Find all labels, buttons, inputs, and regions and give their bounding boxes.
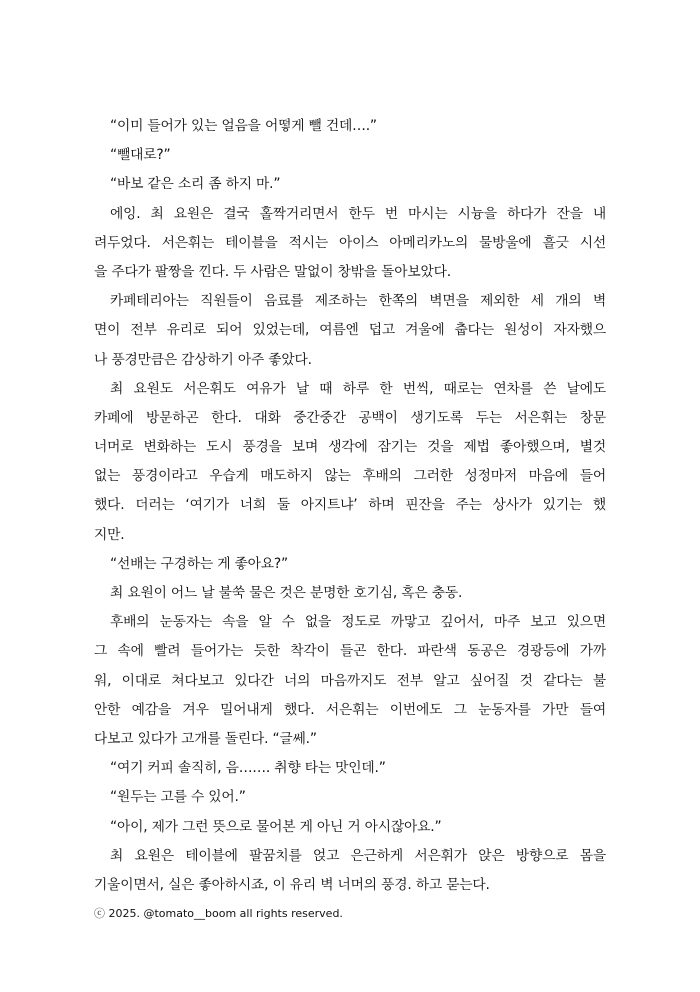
text-line: “이미 들어가 있는 얼음을 어떻게 뺄 건데….” [110, 118, 377, 134]
text-line: 후배의 눈동자는 속을 알 수 없을 정도로 까맣고 깊어서, 마주 보고 있으면 [110, 614, 606, 631]
text-line: “아이, 제가 그런 뜻으로 물어본 게 아닌 거 아시잖아요.” [110, 818, 442, 835]
text-line: 카페에 방문하곤 한다. 대화 중간중간 공백이 생기도록 두는 서은휘는 창문 [94, 409, 606, 426]
text-line: 최 요원이 어느 날 불쑥 물은 것은 분명한 호기심, 혹은 충동. [110, 585, 463, 601]
text-line: 려두었다. 서은휘는 테이블을 적시는 아이스 아메리카노의 물방울에 흘긋 시선 [94, 234, 606, 251]
text-line: 그 속에 빨려 들어가는 듯한 착각이 들곤 한다. 파란색 동공은 경광등에 가까 [94, 643, 606, 660]
text-line: 최 요원은 테이블에 팔꿈치를 얹고 은근하게 서은휘가 앉은 방향으로 몸을 [110, 847, 606, 864]
text-line: 없는 풍경이라고 우습게 매도하지 않는 후배의 그러한 성정마저 마음에 들어 [94, 468, 606, 485]
copyright-notice: ⓒ 2025. @tomato__boom all rights reserved. [94, 907, 343, 920]
text-line: 워, 이대로 쳐다보고 있다간 너의 마음까지도 전부 알고 싶어질 것 같다는 불 [94, 672, 606, 689]
text-line: 너머로 변화하는 도시 풍경을 보며 생각에 잠기는 것을 제법 좋아했으며, 별것 [94, 439, 606, 456]
text-line: 최 요원도 서은휘도 여유가 날 때 하루 한 번씩, 때로는 연차를 쓴 날에도 [110, 380, 606, 397]
text-line: 면이 전부 유리로 되어 있었는데, 여름엔 덥고 겨울에 춥다는 원성이 자자했으 [94, 322, 606, 339]
text-line: 기울이면서, 실은 좋아하시죠, 이 유리 벽 너머의 풍경. 하고 묻는다. [94, 876, 490, 893]
text-line: 을 주다가 팔짱을 낀다. 두 사람은 말없이 창밖을 돌아보았다. [94, 263, 451, 280]
text-line: “바보 같은 소리 좀 하지 마.” [110, 176, 281, 193]
text-line: “원두는 고를 수 있어.” [110, 789, 246, 806]
text-line: 다보고 있다가 고개를 돌린다. “글쎄.” [94, 730, 317, 747]
text-line: 나 풍경만큼은 감상하기 아주 좋았다. [94, 351, 312, 368]
body-text [94, 112, 606, 900]
text-line: “선배는 구경하는 게 좋아요?” [110, 555, 288, 572]
text-line: “여기 커피 솔직히, 음……. 취향 타는 맛인데.” [110, 760, 386, 777]
text-line: 카페테리아는 직원들이 음료를 제조하는 한쪽의 벽면을 제외한 세 개의 벽 [110, 293, 606, 310]
text-line: 에잉. 최 요원은 결국 홀짝거리면서 한두 번 마시는 시늉을 하다가 잔을 내 [110, 205, 606, 222]
text-line: 했다. 더러는 ‘여기가 너희 둘 아지트냐’ 하며 핀잔을 주는 상사가 있기는 했 [94, 497, 606, 514]
text-line: “뺄대로?” [110, 147, 171, 164]
text-line: 안한 예감을 겨우 밀어내게 했다. 서은휘는 이번에도 그 눈동자를 가만 들여 [94, 701, 606, 718]
text-line: 지만. [94, 526, 125, 543]
